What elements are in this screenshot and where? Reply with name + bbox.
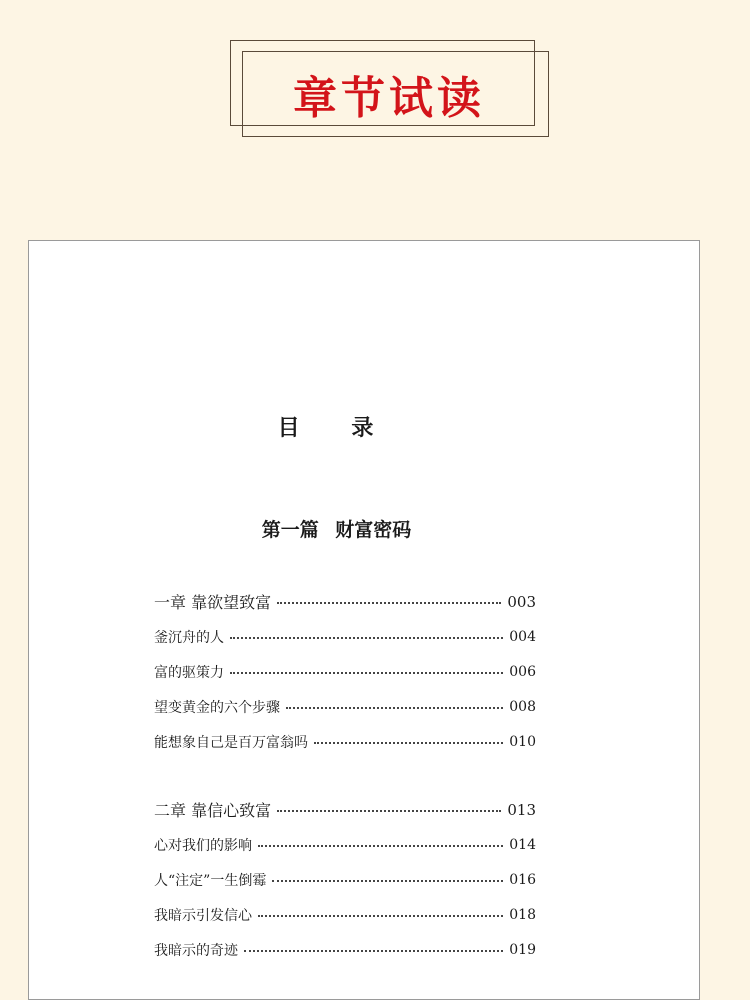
toc-chapter-heading bbox=[154, 792, 536, 827]
toc-leader-dots bbox=[314, 741, 503, 744]
toc-entry-label: 能想象自己是百万富翁吗 bbox=[154, 734, 308, 751]
toc-entry bbox=[154, 827, 536, 862]
toc-entry-label: 人“注定”一生倒霉 bbox=[154, 872, 267, 889]
toc-leader-dots bbox=[286, 706, 503, 709]
toc-chapter-1 bbox=[154, 584, 536, 759]
part-title: 第一篇 财富密码 bbox=[261, 519, 412, 541]
toc-leader-dots bbox=[277, 601, 501, 604]
toc-page-number: 003 bbox=[507, 592, 536, 611]
toc-entry-label: 我暗示引发信心 bbox=[154, 907, 252, 924]
toc-leader-dots bbox=[230, 671, 503, 674]
banner-title: 章节试读 bbox=[293, 73, 485, 124]
chapter-preview-banner bbox=[230, 40, 550, 140]
toc-entry-label: 望变黄金的六个步骤 bbox=[154, 699, 280, 716]
toc-leader-dots bbox=[272, 879, 503, 882]
toc-page-number: 016 bbox=[509, 871, 536, 888]
toc-entry bbox=[154, 689, 536, 724]
toc-page-number: 010 bbox=[509, 733, 536, 750]
toc-entry bbox=[154, 654, 536, 689]
toc-entry bbox=[154, 897, 536, 932]
toc-page-number: 006 bbox=[509, 663, 536, 680]
toc-page-number: 004 bbox=[509, 628, 536, 645]
book-page bbox=[28, 240, 700, 1000]
toc-leader-dots bbox=[244, 949, 503, 952]
toc-entry-label: 釜沉舟的人 bbox=[154, 629, 224, 646]
toc-entry-label: 我暗示的奇迹 bbox=[154, 942, 238, 959]
toc-entry bbox=[154, 724, 536, 759]
toc-chapter-heading bbox=[154, 584, 536, 619]
toc-entry-label: 心对我们的影响 bbox=[154, 837, 252, 854]
toc-entry-label: 一章 靠欲望致富 bbox=[154, 593, 272, 612]
toc-entry bbox=[154, 862, 536, 897]
toc-page-number: 008 bbox=[509, 698, 536, 715]
toc-title: 目 录 bbox=[277, 415, 396, 441]
toc-leader-dots bbox=[230, 636, 503, 639]
toc-chapter-2 bbox=[154, 792, 536, 967]
toc-entry-label: 富的驱策力 bbox=[154, 664, 224, 681]
toc-page-number: 013 bbox=[507, 800, 536, 819]
toc-page-number: 014 bbox=[509, 836, 536, 853]
toc-page-number: 019 bbox=[509, 941, 536, 958]
toc-entry-label: 二章 靠信心致富 bbox=[154, 801, 272, 820]
toc-leader-dots bbox=[258, 914, 503, 917]
toc-entry bbox=[154, 619, 536, 654]
toc-entry bbox=[154, 932, 536, 967]
toc-page-number: 018 bbox=[509, 906, 536, 923]
toc-leader-dots bbox=[258, 844, 503, 847]
toc-leader-dots bbox=[277, 809, 501, 812]
